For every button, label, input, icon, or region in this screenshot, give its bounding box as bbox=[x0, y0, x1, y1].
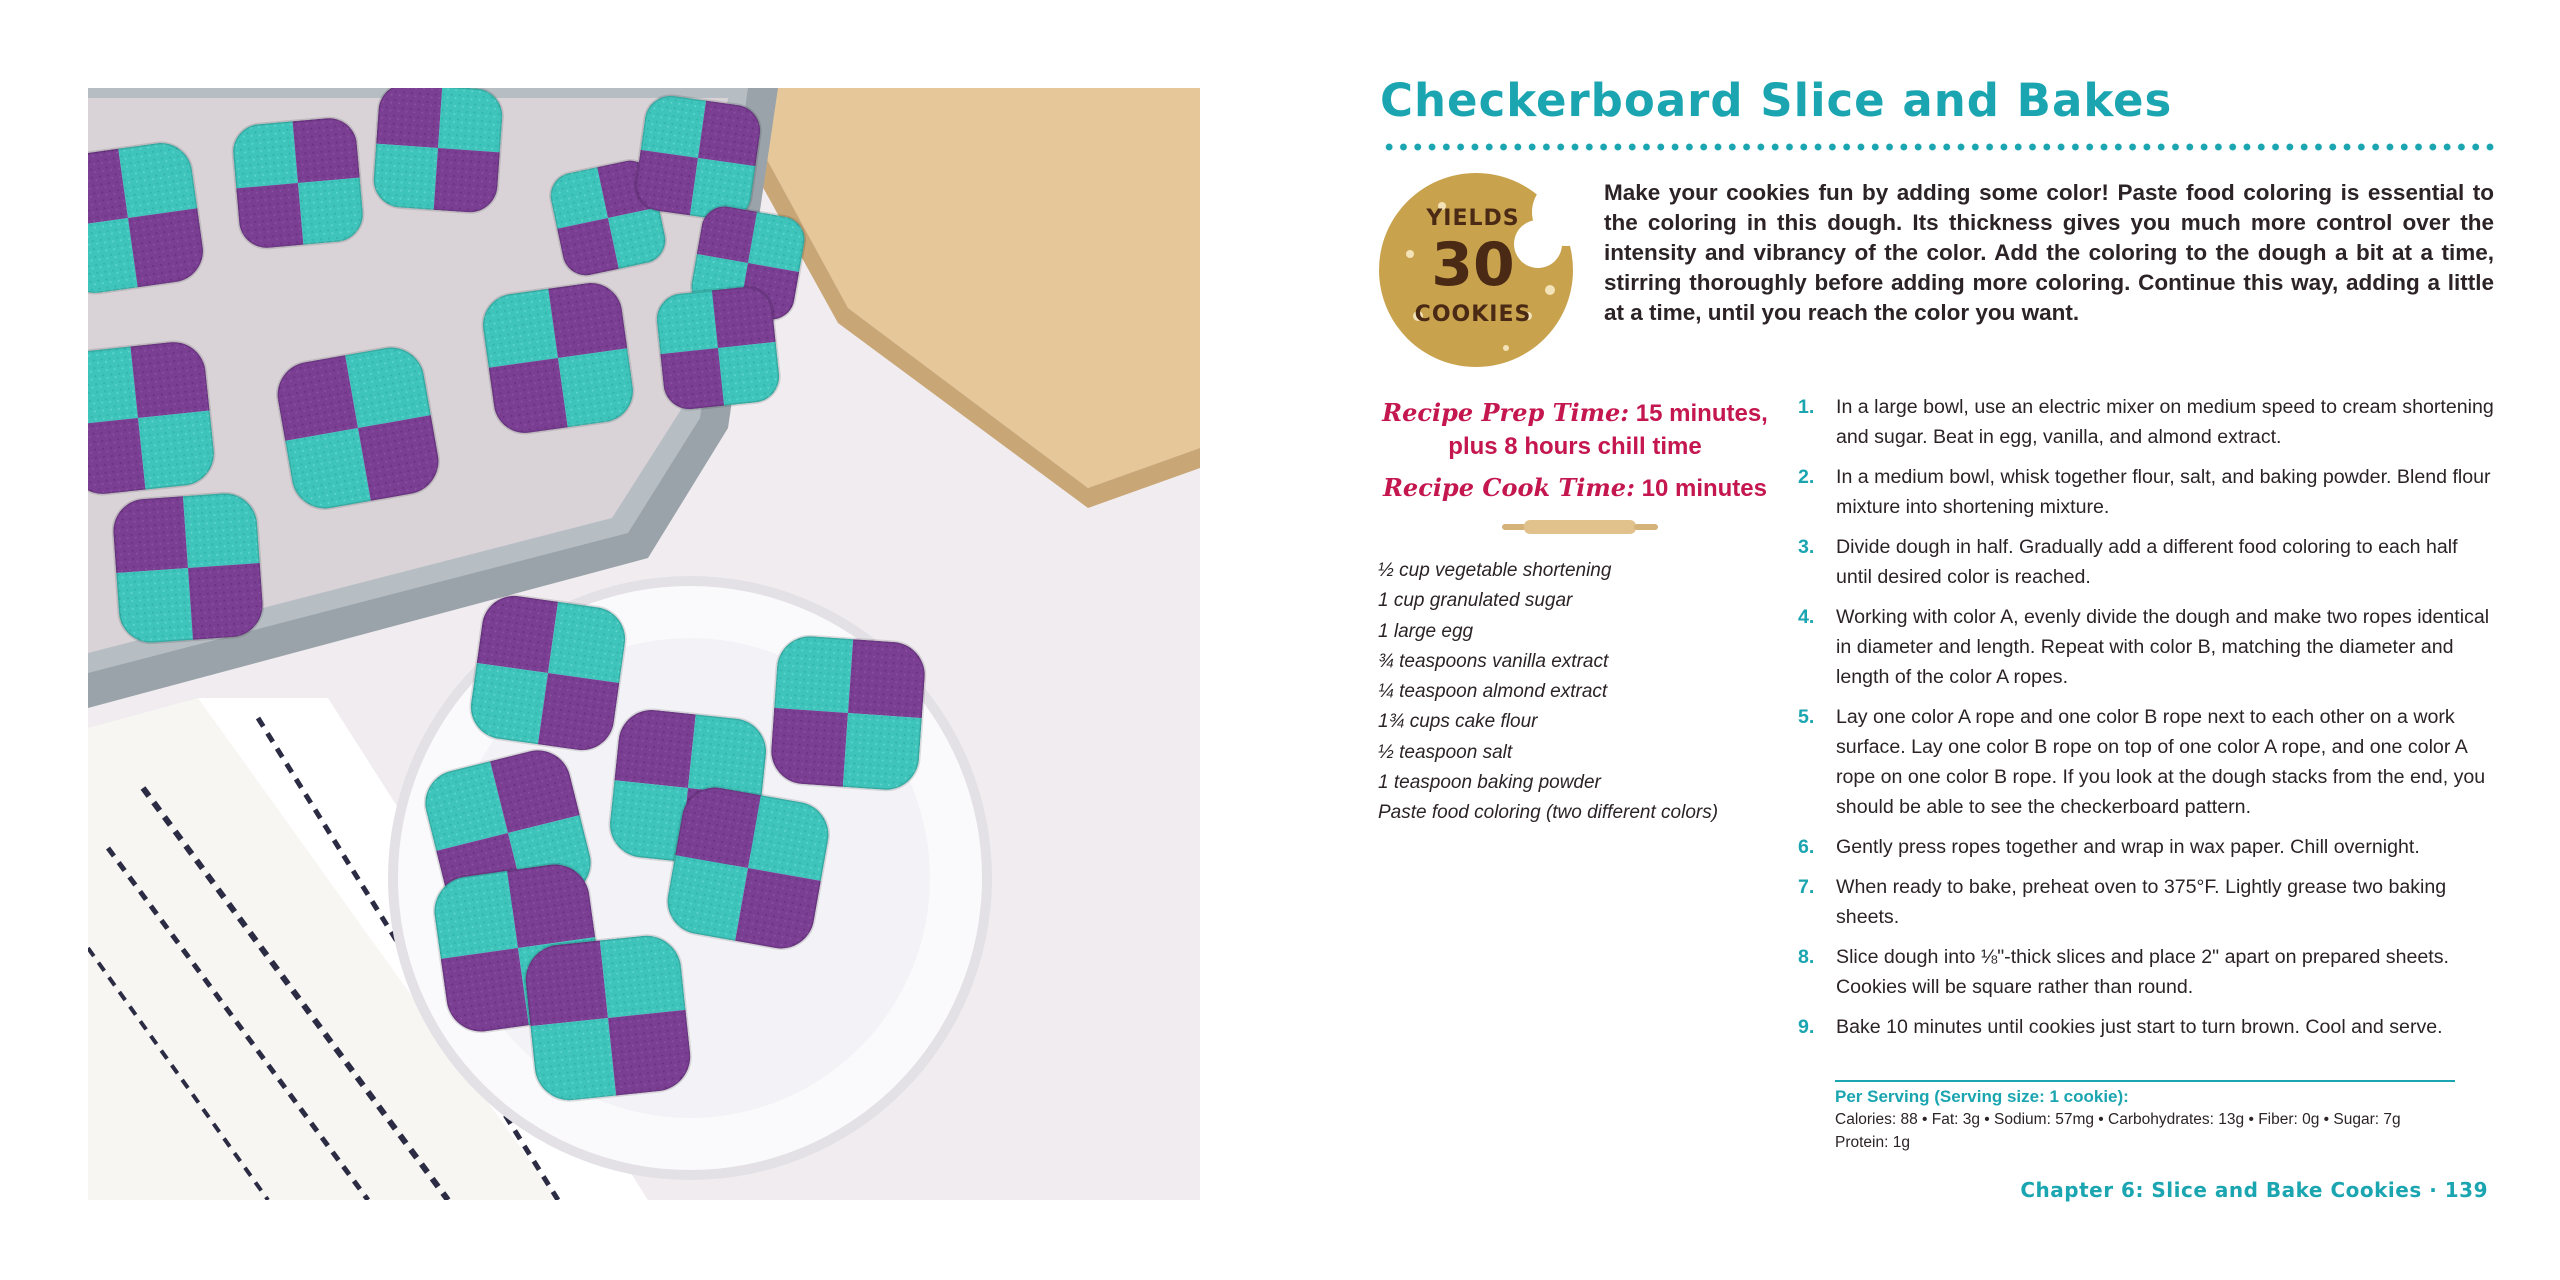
ingredient-item: ½ cup vegetable shortening bbox=[1378, 560, 1612, 581]
ingredient-item: ½ teaspoon salt bbox=[1378, 741, 1513, 763]
step-number: 2. bbox=[1798, 466, 1815, 488]
badge-yield-number: 30 bbox=[1431, 230, 1515, 300]
step-text: Divide dough in half. Gradually add a different food coloring to each half until desired color is reached. bbox=[1836, 536, 2458, 588]
checkerboard-cookie bbox=[769, 634, 927, 792]
checkerboard-cookie bbox=[231, 116, 365, 250]
rolling-pin-icon bbox=[1500, 518, 1660, 536]
checkerboard-cookie bbox=[111, 491, 265, 645]
ingredient-item: 1 large egg bbox=[1378, 620, 1474, 642]
step-text: Gently press ropes together and wrap in wax paper. Chill overnight. bbox=[1836, 836, 2420, 858]
prep-time-value: 15 minutes, bbox=[1635, 400, 1768, 427]
ingredient-item: 1¾ cups cake flour bbox=[1378, 711, 1538, 733]
step-text: In a large bowl, use an electric mixer on medium speed to cream shortening and sugar. Beat in egg, vanilla, and almond extract. bbox=[1836, 396, 2494, 448]
instruction-step bbox=[1798, 872, 2498, 932]
checkerboard-cookie bbox=[88, 139, 207, 297]
ingredient-item: 1 cup granulated sugar bbox=[1378, 590, 1573, 612]
badge-yields-label: YIELDS bbox=[1426, 206, 1520, 231]
recipe-title: Checkerboard Slice and Bakes bbox=[1380, 74, 2173, 127]
recipe-intro: Make your cookies fun by adding some color! Paste food coloring is essential to the coloring in this dough. Its thickness gives you much more control over the intensity and vibrancy of the color. Add the coloring to the dough a bit at a time, stirring thoroughly before adding more coloring. Continue this way, adding a little at a time, until you reach the color you want. bbox=[1604, 180, 2494, 325]
checkerboard-cookie bbox=[654, 284, 781, 411]
step-number: 5. bbox=[1798, 706, 1815, 728]
cook-time-line bbox=[1380, 471, 1770, 505]
prep-time-line-2: plus 8 hours chill time bbox=[1448, 433, 1702, 460]
step-number: 3. bbox=[1798, 536, 1815, 558]
step-text: When ready to bake, preheat oven to 375°F. Lightly grease two baking sheets. bbox=[1836, 876, 2447, 928]
prep-time-label: Recipe Prep Time: bbox=[1382, 398, 1630, 427]
step-text: Bake 10 minutes until cookies just start to turn brown. Cool and serve. bbox=[1836, 1016, 2443, 1038]
checkerboard-cookie bbox=[88, 339, 217, 497]
checkerboard-cookie bbox=[467, 592, 630, 755]
nutrition-line-1: Calories: 88 • Fat: 3g • Sodium: 57mg • Carbohydrates: 13g • Fiber: 0g • Sugar: 7g bbox=[1835, 1111, 2401, 1128]
step-number: 6. bbox=[1798, 836, 1815, 858]
recipe-times bbox=[1380, 396, 1770, 505]
ingredient-list bbox=[1378, 556, 1718, 829]
prep-time-line-1 bbox=[1380, 396, 1770, 430]
instruction-step bbox=[1798, 392, 2498, 452]
checkerboard-cookie bbox=[272, 342, 443, 513]
checkerboard-cookie bbox=[662, 782, 833, 953]
step-text: In a medium bowl, whisk together flour, salt, and baking powder. Blend flour mixture into shortening mixture. bbox=[1836, 466, 2491, 518]
nutrition-line-2: Protein: 1g bbox=[1835, 1134, 1910, 1151]
instruction-step bbox=[1798, 1012, 2498, 1042]
nutrition-info bbox=[1835, 1080, 2455, 1154]
step-number: 4. bbox=[1798, 606, 1815, 628]
badge-yield-unit: COOKIES bbox=[1414, 302, 1532, 327]
instruction-step bbox=[1798, 462, 2498, 522]
checkerboard-cookie bbox=[372, 88, 504, 214]
ingredient-item: 1 teaspoon baking powder bbox=[1378, 772, 1601, 794]
nutrition-header: Per Serving (Serving size: 1 cookie): bbox=[1835, 1087, 2129, 1106]
recipe-photo bbox=[88, 88, 1200, 1200]
instruction-step bbox=[1798, 832, 2498, 862]
step-text: Working with color A, evenly divide the dough and make two ropes identical in diameter and length. Repeat with color B, matching the diameter and length of the color A ropes. bbox=[1836, 606, 2490, 688]
checkerboard-cookie bbox=[479, 279, 637, 437]
page-footer: Chapter 6: Slice and Bake Cookies · 139 bbox=[2020, 1178, 2488, 1202]
instruction-step bbox=[1798, 602, 2498, 692]
step-text: Slice dough into ⅛"-thick slices and place 2" apart on prepared sheets. Cookies will be square rather than round. bbox=[1836, 946, 2449, 998]
instruction-step bbox=[1798, 942, 2498, 1002]
instruction-step bbox=[1798, 702, 2498, 822]
step-number: 7. bbox=[1798, 876, 1815, 898]
ingredient-item: ¾ teaspoons vanilla extract bbox=[1378, 650, 1609, 672]
step-number: 8. bbox=[1798, 946, 1815, 968]
ingredient-item: ¼ teaspoon almond extract bbox=[1378, 681, 1608, 703]
step-text: Lay one color A rope and one color B rope next to each other on a work surface. Lay one color B rope on top of one color A rope, and one color A rope on one color B rope. If you look at the dough stacks from the end, you should be able to see the checkerboard pattern. bbox=[1836, 706, 2486, 818]
checkerboard-cookie bbox=[522, 932, 693, 1103]
step-number: 9. bbox=[1798, 1016, 1815, 1038]
cook-time-value: 10 minutes bbox=[1641, 475, 1767, 502]
ingredient-item: Paste food coloring (two different colors) bbox=[1378, 802, 1719, 824]
checkerboard-cookie bbox=[632, 92, 763, 223]
cook-time-label: Recipe Cook Time: bbox=[1382, 473, 1635, 502]
instruction-step bbox=[1798, 532, 2498, 592]
dotted-divider bbox=[1382, 142, 2494, 152]
step-number: 1. bbox=[1798, 396, 1815, 418]
instruction-steps bbox=[1798, 392, 2498, 1052]
